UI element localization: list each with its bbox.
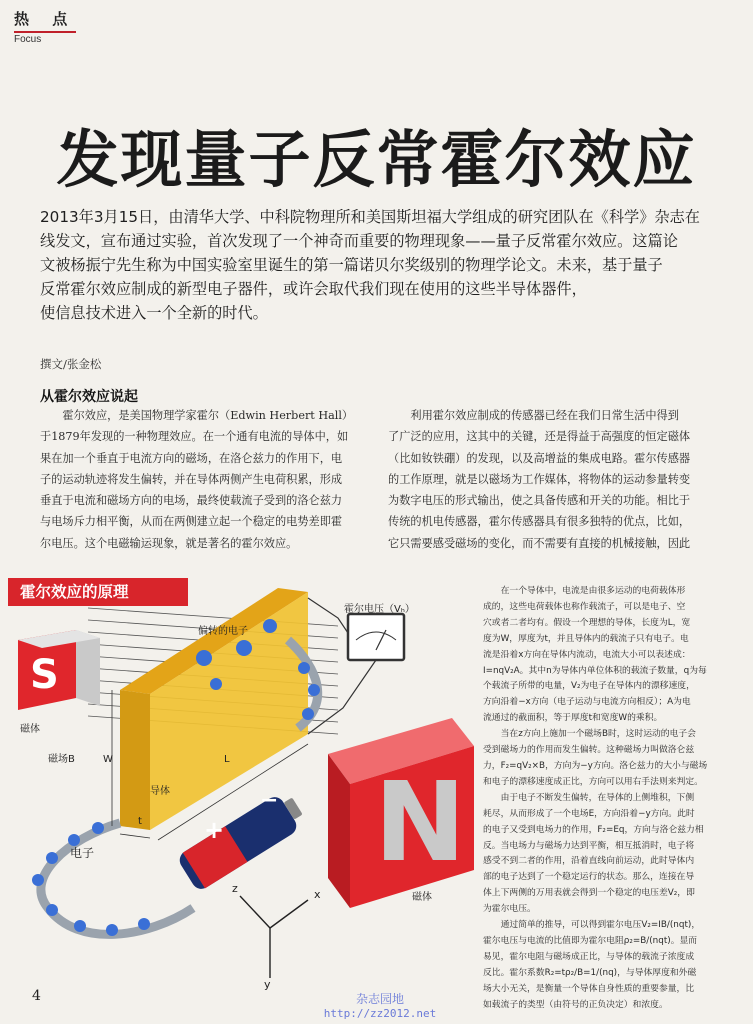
battery [176, 788, 309, 893]
section-label-en: Focus [14, 34, 42, 45]
text-line: 和电子的漂移速度成正比，方向可以用右手法则来判定。 [483, 776, 703, 787]
text-line: 的电子又受到电场力的作用，F₂=Eq，方向与洛仑兹力相 [483, 824, 704, 835]
text-line: 霍尔效应，是美国物理学家霍尔（Edwin Herbert Hall） [40, 409, 354, 422]
wire-tube-left [41, 823, 193, 934]
text-line: 当在z方向上施加一个磁场B时，这时运动的电子会 [483, 729, 696, 740]
hall-effect-figure [8, 578, 478, 1000]
figure-explanation-column [483, 584, 745, 1013]
label-axis-y: y [264, 978, 271, 991]
text-line: 成的，这些电荷载体也称作载流子，可以是电子、空 [483, 601, 686, 612]
text-line: 易见，霍尔电阻与磁场成正比，与导体的载流子浓度成 [483, 951, 695, 962]
text-line: 为霍尔电压。 [483, 904, 536, 915]
axes [240, 896, 308, 978]
text-line: I=nqV₂A。其中n为导体内单位体积的载流子数量，q为每 [483, 665, 707, 676]
lead-paragraph [40, 205, 718, 325]
label-voltmeter: 霍尔电压（Vₕ） [344, 604, 415, 615]
text-line: 了广泛的应用，这其中的关键，还是得益于高强度的恒定磁体 [388, 430, 691, 444]
label-field: 磁场B [48, 754, 75, 765]
byline: 撰文/张金松 [40, 357, 102, 371]
voltmeter [348, 614, 404, 660]
text-line: 果在加一个垂直于电流方向的磁场，在洛仑兹力的作用下，电 [40, 451, 343, 465]
text-line: 部的电子达到了一个稳定运行的状态。那么，连接在导 [483, 872, 695, 883]
body-column-left [40, 405, 385, 554]
figure-banner: 霍尔效应的原理 [8, 578, 188, 606]
text-line: 垂直于电流和磁场方向的电场，最终使载流子受到的洛仑兹力 [40, 494, 343, 508]
text-line: 文被杨振宁先生称为中国实验室里诞生的第一篇诺贝尔奖级别的物理学论文。未来，基于量子 [40, 256, 663, 274]
text-line: 传统的机电传感器，霍尔传感器具有很多独特的优点，比如， [388, 515, 691, 529]
text-line: 子的运动轨迹将发生偏转，并在导体两侧产生电荷积累，形成 [40, 472, 343, 486]
magnet-n-letter: N [374, 758, 467, 886]
text-line: 力，F₂=qV₂×B，方向为−y方向。洛仑兹力的大小与磁场 [483, 760, 708, 771]
text-line: 利用霍尔效应制成的传感器已经在我们日常生活中得到 [388, 409, 679, 422]
label-magnet-n: 磁体 [412, 892, 432, 903]
article-title: 发现量子反常霍尔效应 [56, 123, 697, 196]
text-line: 感受不到二者的作用，沿着直线向前运动，此时导体内 [483, 856, 695, 867]
section-label: 热 点 [14, 10, 77, 28]
text-line: 反常霍尔效应制成的新型电子器件，或许会取代我们现在使用的这些半导体器件， [40, 280, 587, 298]
text-line: 通过简单的推导，可以得到霍尔电压V₂=IB/(nqt)， [483, 920, 701, 931]
battery-plus: + [204, 816, 225, 844]
label-magnet-s: 磁体 [20, 724, 40, 735]
text-line: 反。当电场力与磁场力达到平衡，相互抵消时，电子将 [483, 840, 695, 851]
text-line: 使信息技术进入一个全新的时代。 [40, 304, 268, 322]
text-line: 尔电压。这个电磁输运现象，就是著名的霍尔效应。 [40, 536, 298, 550]
voltmeter-wire-top [308, 598, 348, 633]
text-line: 如载流子的类型（由符号的正负决定）和浓度。 [483, 999, 668, 1010]
text-line: 场大小无关，是衡量一个导体自身性质的重要参量，比 [483, 983, 695, 994]
text-line: 方向沿着−x方向（电子运动与电流方向相反）；A为电 [483, 697, 691, 708]
label-deflected-electron: 偏转的电子 [198, 626, 248, 637]
label-width: W [103, 754, 113, 765]
watermark [300, 990, 460, 1020]
text-line: 耗尽，从而形成了一个电场E，方向沿着−y方向。此时 [483, 808, 695, 819]
text-line: 为数字电压的形式输出，使之具备传感和开关的功能。相比于 [388, 494, 691, 508]
subheading: 从霍尔效应说起 [40, 389, 138, 405]
text-line: 的工作原理，就是以磁场为工作媒体，将物体的运动参量转变 [388, 472, 691, 486]
text-line: 与电场斥力相平衡，从而在两侧建立起一个稳定的电势差即霍 [40, 515, 343, 529]
text-line: 流是沿着x方向在导体内流动，电流大小可以表述成： [483, 649, 691, 660]
text-line: 它只需要感受磁场的变化，而不需要有直接的机械接触，因此 [388, 536, 691, 550]
text-line: 在一个导体中，电流是由很多运动的电荷载体形 [483, 586, 686, 596]
text-line: 由于电子不断发生偏转，在导体的上侧堆积，下侧 [483, 792, 695, 803]
label-conductor: 导体 [150, 786, 170, 797]
watermark-url: http://zz2012.net [323, 1007, 437, 1020]
text-line: 体上下两侧的万用表就会得到一个稳定的电压差V₂，即 [483, 888, 695, 899]
section-rule [14, 31, 76, 33]
text-line: 反比。霍尔系数R₂=tρ₂/B=1/(nq)，与导体厚度和外磁 [483, 967, 697, 978]
label-axis-z: z [232, 882, 238, 895]
text-line: 穴或者二者均有。假设一个理想的导体，长度为L，宽 [483, 617, 691, 628]
label-electron: 电子 [70, 846, 95, 860]
watermark-name: 杂志园地 [355, 992, 404, 1006]
text-line: 流通过的截面积，等于厚度t和宽度W的乘积。 [483, 713, 663, 724]
text-line: 受到磁场力的作用而发生偏转。这种磁场力叫做洛仑兹 [483, 745, 695, 756]
text-line: 2013年3月15日，由清华大学、中科院物理所和美国斯坦福大学组成的研究团队在《科学》杂志在 [40, 208, 700, 226]
text-line: 霍尔电压与电流的比值即为霍尔电阻ρ₂=B/(nqt)。显而 [483, 935, 698, 946]
body-column-right [388, 405, 723, 554]
label-length: L [224, 754, 230, 765]
label-thickness: t [138, 816, 142, 827]
text-line: 于1879年发现的一种物理效应。在一个通有电流的导体中，如 [40, 430, 349, 444]
text-line: 个载流子所带的电量，V₂为电子在导体内的漂移速度， [483, 681, 695, 692]
text-line: 度为W，厚度为t，并且导体内的载流子只有电子。电 [483, 633, 689, 644]
text-line: （比如钕铁硼）的发现，以及高增益的集成电路。霍尔传感器 [388, 451, 691, 465]
battery-minus: − [260, 788, 279, 813]
magnet-s-letter: S [30, 652, 59, 698]
section-tag [14, 8, 84, 45]
text-line: 线发文，宣布通过实验，首次发现了一个神奇而重要的物理现象——量子反常霍尔效应。这篇论 [40, 232, 678, 250]
label-axis-x: x [314, 888, 321, 901]
page-number: 4 [32, 988, 41, 1004]
